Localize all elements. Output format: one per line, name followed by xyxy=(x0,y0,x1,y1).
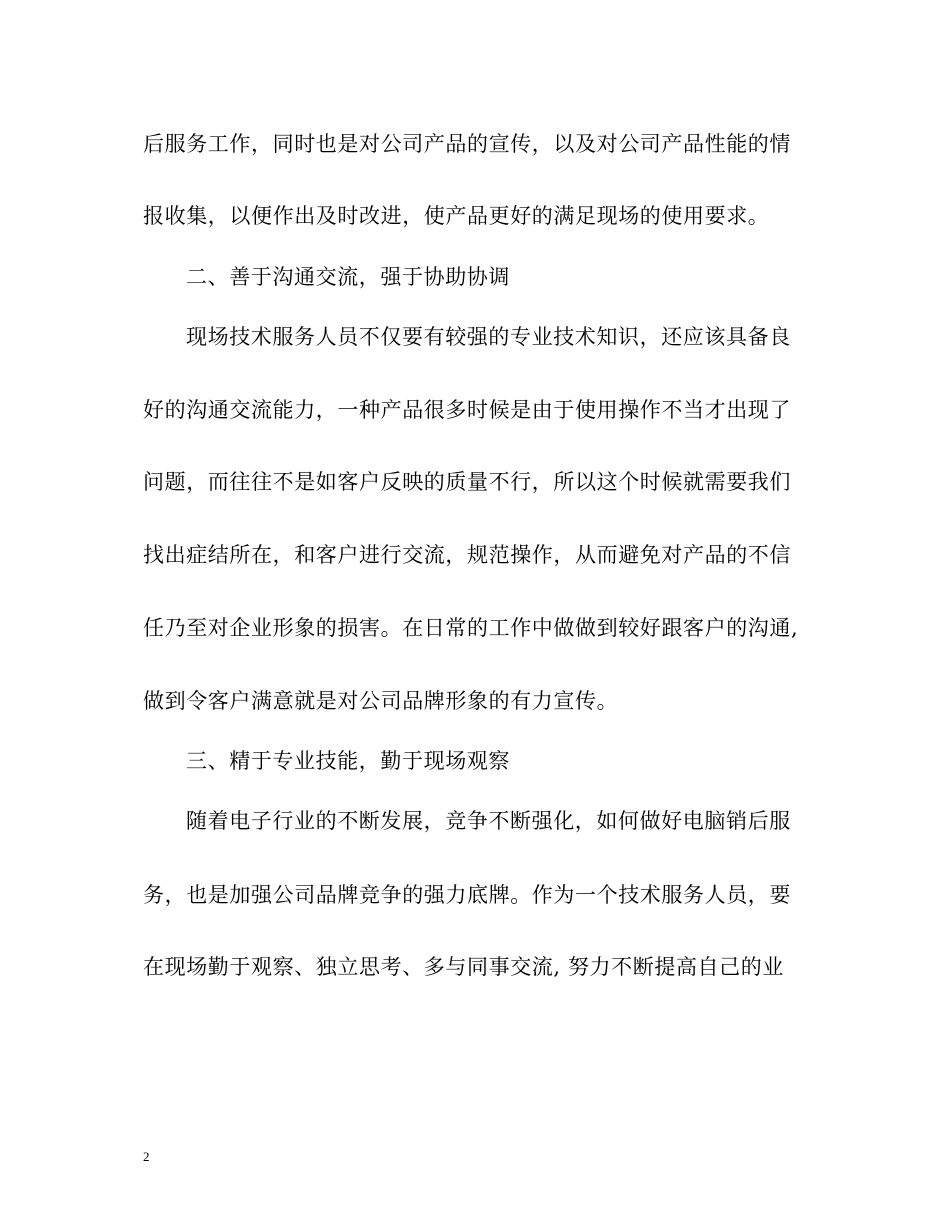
body-text-line: 找出症结所在，和客户进行交流，规范操作，从而避免对产品的不信 xyxy=(143,543,791,567)
body-text-line: 报收集，以便作出及时改进，使产品更好的满足现场的使用要求。 xyxy=(143,204,770,228)
body-text-line: 在现场勤于观察、独立思考、多与同事交流, 努力不断提高自己的业 xyxy=(143,955,784,979)
body-text-line: 任乃至对企业形象的损害。在日常的工作中做做到较好跟客户的沟通, xyxy=(143,616,799,640)
body-text-line: 后服务工作，同时也是对公司产品的宣传，以及对公司产品性能的情 xyxy=(143,132,791,156)
paragraph-first-line: 现场技术服务人员不仅要有较强的专业技术知识，还应该具备良 xyxy=(186,325,791,349)
body-text-line: 做到令客户满意就是对公司品牌形象的有力宣传。 xyxy=(143,689,619,713)
section-heading: 二、善于沟通交流，强于协助协调 xyxy=(186,265,510,289)
paragraph-first-line: 随着电子行业的不断发展，竞争不断强化，如何做好电脑销后服 xyxy=(186,809,791,833)
body-text-line: 好的沟通交流能力，一种产品很多时候是由于使用操作不当才出现了 xyxy=(143,398,791,422)
body-text-line: 问题，而往往不是如客户反映的质量不行，所以这个时候就需要我们 xyxy=(143,470,791,494)
body-text-line: 务，也是加强公司品牌竞争的强力底牌。作为一个技术服务人员，要 xyxy=(143,883,791,907)
section-heading: 三、精于专业技能，勤于现场观察 xyxy=(186,749,510,773)
page-number: 2 xyxy=(143,1149,150,1164)
